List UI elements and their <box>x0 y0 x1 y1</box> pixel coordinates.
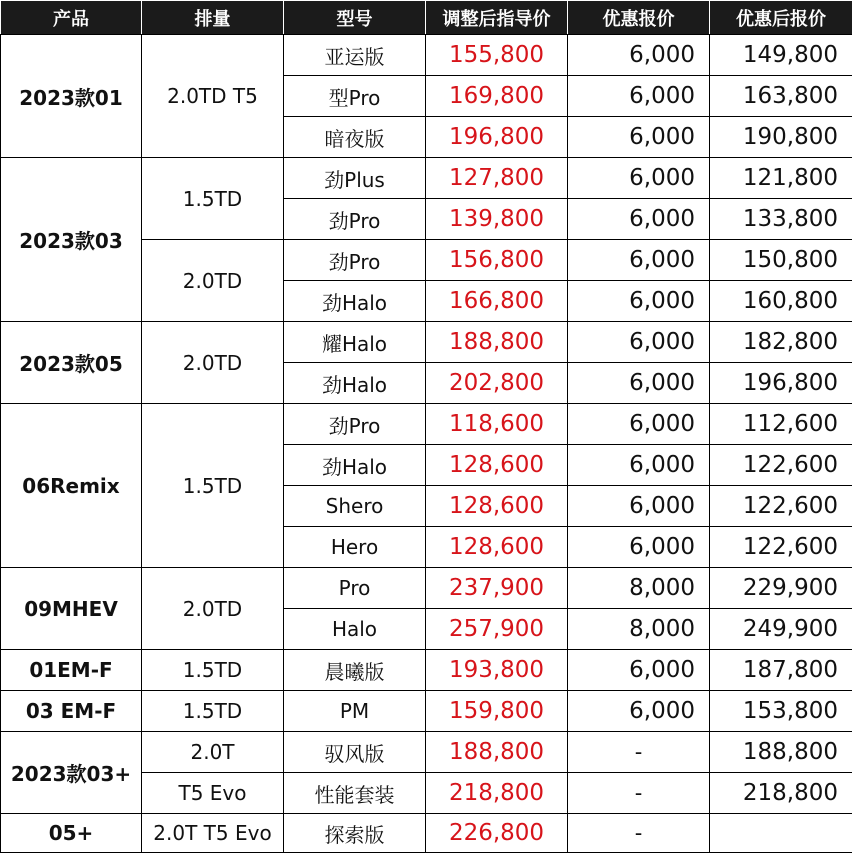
model-cell: 劲Halo <box>284 363 426 404</box>
model-cell: 耀Halo <box>284 322 426 363</box>
product-cell: 06Remix <box>1 404 142 568</box>
final-price-cell: 229,900 <box>710 568 852 609</box>
final-price-cell: 249,900 <box>710 609 852 650</box>
model-cell: 晨曦版 <box>284 650 426 691</box>
displacement-cell: 2.0TD <box>142 568 284 650</box>
final-price-cell: 218,800 <box>710 773 852 814</box>
model-cell: Shero <box>284 486 426 527</box>
model-cell: 暗夜版 <box>284 117 426 158</box>
model-cell: Halo <box>284 609 426 650</box>
msrp-cell: 169,800 <box>426 76 568 117</box>
final-price-cell: 163,800 <box>710 76 852 117</box>
discount-cell: 6,000 <box>568 199 710 240</box>
header-product: 产品 <box>1 1 142 35</box>
header-model: 型号 <box>284 1 426 35</box>
model-cell: 性能套装 <box>284 773 426 814</box>
msrp-cell: 237,900 <box>426 568 568 609</box>
table-row <box>1 650 852 691</box>
model-cell: PM <box>284 691 426 732</box>
header-final-price: 优惠后报价 <box>710 1 852 35</box>
model-cell: 亚运版 <box>284 35 426 76</box>
msrp-cell: 139,800 <box>426 199 568 240</box>
discount-cell: 6,000 <box>568 240 710 281</box>
discount-cell: 6,000 <box>568 404 710 445</box>
msrp-cell: 166,800 <box>426 281 568 322</box>
product-cell: 2023款03+ <box>1 732 142 814</box>
msrp-cell: 159,800 <box>426 691 568 732</box>
table-row <box>1 732 852 773</box>
model-cell: 型Pro <box>284 76 426 117</box>
discount-cell: - <box>568 732 710 773</box>
discount-cell: - <box>568 773 710 814</box>
table-row <box>1 568 852 609</box>
displacement-cell: 1.5TD <box>142 158 284 240</box>
displacement-cell: 2.0TD <box>142 322 284 404</box>
msrp-cell: 188,800 <box>426 322 568 363</box>
msrp-cell: 127,800 <box>426 158 568 199</box>
product-cell: 03 EM-F <box>1 691 142 732</box>
final-price-cell: 153,800 <box>710 691 852 732</box>
discount-cell: 6,000 <box>568 158 710 199</box>
header-row <box>1 1 852 35</box>
final-price-cell: 122,600 <box>710 445 852 486</box>
msrp-cell: 193,800 <box>426 650 568 691</box>
model-cell: 探索版 <box>284 814 426 853</box>
product-cell: 2023款03 <box>1 158 142 322</box>
table-row <box>1 158 852 199</box>
final-price-cell: 112,600 <box>710 404 852 445</box>
final-price-cell: 182,800 <box>710 322 852 363</box>
msrp-cell: 202,800 <box>426 363 568 404</box>
discount-cell: 6,000 <box>568 281 710 322</box>
product-cell: 09MHEV <box>1 568 142 650</box>
final-price-cell: 150,800 <box>710 240 852 281</box>
final-price-cell: 122,600 <box>710 527 852 568</box>
product-cell: 2023款01 <box>1 35 142 158</box>
table-row <box>1 322 852 363</box>
discount-cell: 6,000 <box>568 322 710 363</box>
discount-cell: 6,000 <box>568 117 710 158</box>
msrp-cell: 196,800 <box>426 117 568 158</box>
msrp-cell: 156,800 <box>426 240 568 281</box>
final-price-cell: 149,800 <box>710 35 852 76</box>
header-discount: 优惠报价 <box>568 1 710 35</box>
discount-cell: 6,000 <box>568 445 710 486</box>
header-displacement: 排量 <box>142 1 284 35</box>
table-row <box>1 35 852 76</box>
model-cell: 劲Pro <box>284 240 426 281</box>
model-cell: 劲Pro <box>284 404 426 445</box>
msrp-cell: 226,800 <box>426 814 568 853</box>
displacement-cell: 1.5TD <box>142 691 284 732</box>
discount-cell: 6,000 <box>568 527 710 568</box>
model-cell: Hero <box>284 527 426 568</box>
table-row <box>1 691 852 732</box>
final-price-cell: 122,600 <box>710 486 852 527</box>
model-cell: Pro <box>284 568 426 609</box>
final-price-cell: 190,800 <box>710 117 852 158</box>
table-row <box>1 814 852 853</box>
msrp-cell: 118,600 <box>426 404 568 445</box>
product-cell: 2023款05 <box>1 322 142 404</box>
msrp-cell: 128,600 <box>426 486 568 527</box>
displacement-cell: 2.0T T5 Evo <box>142 814 284 853</box>
header-adjusted-msrp: 调整后指导价 <box>426 1 568 35</box>
displacement-cell: 2.0TD T5 <box>142 35 284 158</box>
discount-cell: 8,000 <box>568 609 710 650</box>
msrp-cell: 155,800 <box>426 35 568 76</box>
msrp-cell: 257,900 <box>426 609 568 650</box>
discount-cell: - <box>568 814 710 853</box>
model-cell: 劲Pro <box>284 199 426 240</box>
msrp-cell: 128,600 <box>426 527 568 568</box>
model-cell: 劲Halo <box>284 281 426 322</box>
displacement-cell: T5 Evo <box>142 773 284 814</box>
displacement-cell: 2.0T <box>142 732 284 773</box>
product-cell: 01EM-F <box>1 650 142 691</box>
final-price-cell: 187,800 <box>710 650 852 691</box>
discount-cell: 6,000 <box>568 76 710 117</box>
final-price-cell: 133,800 <box>710 199 852 240</box>
table-row <box>1 404 852 445</box>
product-cell: 05+ <box>1 814 142 853</box>
discount-cell: 6,000 <box>568 486 710 527</box>
displacement-cell: 2.0TD <box>142 240 284 322</box>
final-price-cell: 188,800 <box>710 732 852 773</box>
final-price-cell: 160,800 <box>710 281 852 322</box>
discount-cell: 6,000 <box>568 691 710 732</box>
displacement-cell: 1.5TD <box>142 404 284 568</box>
discount-cell: 6,000 <box>568 650 710 691</box>
discount-cell: 8,000 <box>568 568 710 609</box>
msrp-cell: 128,600 <box>426 445 568 486</box>
msrp-cell: 218,800 <box>426 773 568 814</box>
model-cell: 劲Plus <box>284 158 426 199</box>
final-price-cell: 121,800 <box>710 158 852 199</box>
displacement-cell: 1.5TD <box>142 650 284 691</box>
model-cell: 劲Halo <box>284 445 426 486</box>
model-cell: 驭风版 <box>284 732 426 773</box>
msrp-cell: 188,800 <box>426 732 568 773</box>
final-price-cell <box>710 814 852 853</box>
final-price-cell: 196,800 <box>710 363 852 404</box>
discount-cell: 6,000 <box>568 35 710 76</box>
discount-cell: 6,000 <box>568 363 710 404</box>
